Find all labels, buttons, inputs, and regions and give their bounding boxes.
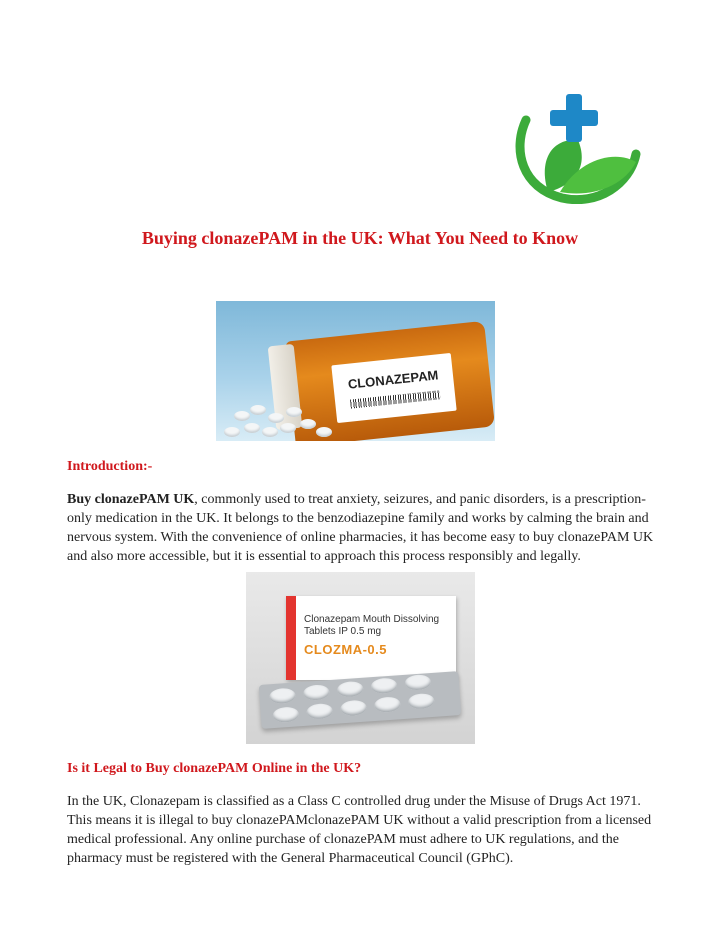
intro-text: , commonly used to treat anxiety, seizures, and panic disorders, is a prescription-only medication in the UK. It belongs to the benzodiazepine family and works by calming the brain and nervous system. With the convenience of online pharmacies, it has become easy to buy clonazePAM UK and also more accessible, but it is essential to approach this process responsibly and legally. [67, 492, 654, 564]
legal-paragraph: In the UK, Clonazepam is classified as a Class C controlled drug under the Misuse of Drugs Act 1971. This means it is illegal to buy clonazePAMclonazePAM UK without a valid prescription from a licensed medical professional. Any online purchase of clonazePAM must adhere to UK regulations, and the pharmacy must be registered with the General Pharmaceutical Council (GPhC). [67, 794, 652, 866]
page-title: Buying clonazePAM in the UK: What You Need to Know [141, 228, 579, 248]
tablet-box-photo [246, 572, 475, 744]
pharmacy-logo-icon [508, 80, 648, 204]
box-brand: CLOZMA-0.5 [304, 642, 387, 657]
intro-lead-bold: Buy clonazePAM UK [67, 492, 195, 507]
barcode-icon [350, 390, 440, 408]
scattered-pills [216, 397, 356, 441]
pill-bottle-photo [216, 301, 495, 441]
bottle-label-text: CLONAZEPAM [347, 367, 440, 392]
box-title: Clonazepam Mouth Dissolving Tablets IP 0.5 mg [304, 614, 440, 637]
intro-paragraph [67, 490, 663, 566]
legal-heading: Is it Legal to Buy clonazePAM Online in the UK? [67, 761, 362, 776]
medicine-box [286, 596, 456, 680]
intro-heading: Introduction:- [67, 459, 153, 474]
